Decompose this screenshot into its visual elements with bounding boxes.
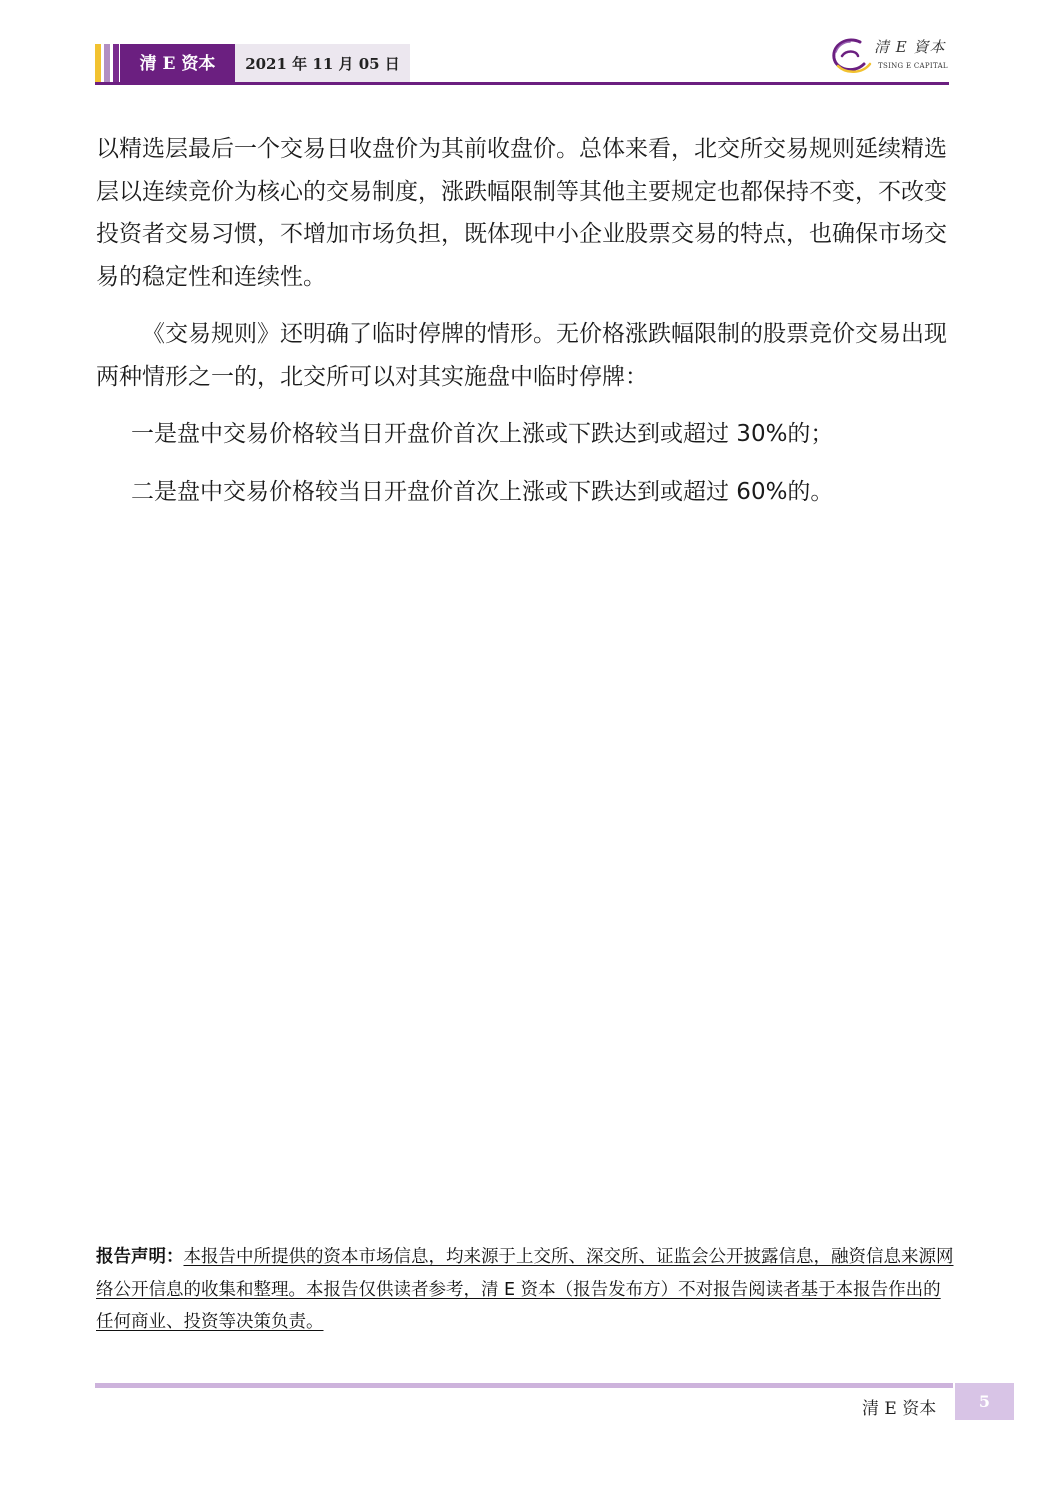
footer-brand: 清 E 资本 bbox=[862, 1399, 937, 1419]
header-accent-bar-purple bbox=[113, 44, 119, 84]
logo-english-name: TSING E CAPITAL bbox=[878, 62, 948, 70]
list-item-2: 二是盘中交易价格较当日开盘价首次上涨或下跌达到或超过 60%的。 bbox=[131, 478, 834, 505]
company-logo bbox=[828, 34, 952, 78]
header-brand: 清 E 资本 bbox=[120, 44, 235, 84]
body-paragraph-2: 《交易规则》还明确了临时停牌的情形。无价格涨跌幅限制的股票竞价交易出现两种情形之一的，北交所可以对其实施盘中临时停牌： bbox=[96, 321, 947, 390]
footer-divider bbox=[95, 1383, 953, 1388]
logo-chinese-name: 清 E 資本 bbox=[874, 38, 946, 56]
page-number: 5 bbox=[955, 1383, 1014, 1420]
report-disclaimer bbox=[96, 1241, 954, 1339]
logo-swirl-icon bbox=[828, 34, 874, 78]
header-accent-bar-yellow bbox=[95, 44, 101, 84]
list-item-1: 一是盘中交易价格较当日开盘价首次上涨或下跌达到或超过 30%的； bbox=[131, 421, 834, 447]
header-accent-bar-lilac bbox=[104, 44, 110, 84]
article-body bbox=[96, 128, 956, 513]
header-date: 2021 年 11 月 05 日 bbox=[235, 44, 410, 84]
disclaimer-label: 报告声明： bbox=[96, 1247, 184, 1267]
body-paragraph-1: 以精选层最后一个交易日收盘价为其前收盘价。总体来看，北交所交易规则延续精选层以连续竞价为核心的交易制度，涨跌幅限制等其他主要规定也都保持不变，不改变投资者交易习惯，不增加市场负担，既体现中小企业股票交易的特点，也确保市场交易的稳定性和连续性。 bbox=[96, 136, 947, 290]
header-divider bbox=[95, 82, 949, 85]
disclaimer-text: 本报告中所提供的资本市场信息，均来源于上交所、深交所、证监会公开披露信息，融资信息来源网络公开信息的收集和整理。本报告仅供读者参考，清 E 资本（报告发布方）不对报告阅读者基于本报告作出的任何商业、投资等决策负责。 bbox=[96, 1247, 954, 1332]
